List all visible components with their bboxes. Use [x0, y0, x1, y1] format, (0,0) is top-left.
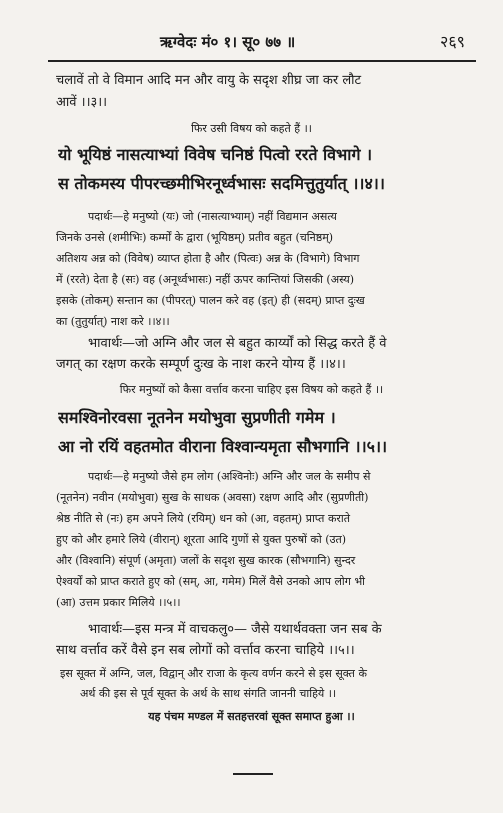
intro-line: आवें ।।३।।	[56, 95, 108, 110]
mantra-line: समश्विनोरवसा नूतनेन मयोभुवा सुप्रणीती गमेम ।	[58, 408, 336, 427]
padartha-line: जिनके उनसे (शमीभिः) कर्म्मों के द्वारा (भूयिष्ठम्) प्रतीव बहुत (चनिष्ठम्)	[56, 231, 334, 244]
padartha-line: (आ) उत्तम प्रकार मिलिये ।।५।।	[56, 596, 181, 609]
bhavartha-line: साथ वर्त्ताव करें वैसे इन सब लोगों को वर्त्ताव करना चाहिये ।।५।।	[56, 643, 355, 658]
padartha-line: (नूतनेन) नवीन (मयोभुवा) सुख के साधक (अवसा) रक्षण आदि और (सुप्रणीती)	[56, 491, 369, 504]
end-rule	[233, 773, 273, 775]
padartha-line: ऐश्वर्यों को प्राप्त कराते हुए को (सम्, आ, गमेम) मिलें वैसे उनको आप लोग भी	[56, 575, 366, 588]
padartha-line: पदार्थः—हे मनुष्यो (यः) जो (नासत्याभ्याम्) नहीं विद्यमान असत्य	[88, 210, 337, 223]
intro-line: चलावें तो वे विमान आदि मन और वायु के सदृश शीघ्र जा कर लौट	[56, 73, 362, 88]
mantra-line: यो भूयिष्ठं नासत्याभ्यां विवेष चनिष्ठं पित्वो ररते विभागे ।	[58, 145, 373, 164]
closing-line: यह पंचम मण्डल में सतहत्तरवां सूक्त समाप्त हुआ ।।	[148, 710, 355, 723]
header-title: ऋग्वेदः मं० १। सू० ७७ ॥	[160, 33, 296, 51]
padartha-line: पदार्थः—हे मनुष्यो जैसे हम लोग (अश्विनोः) अग्नि और जल के समीप से	[88, 470, 371, 483]
page-header	[0, 30, 503, 56]
summary-line: इस सूक्त में अग्नि, जल, विद्वान् और राजा के कृत्य वर्णन करने से इस सूक्त के	[60, 667, 367, 680]
mantra-line: स तोकमस्य पीपरच्छमीभिरनूर्ध्वभासः सदमित्तुतुर्यात् ।।४।।	[58, 174, 385, 193]
header-rule	[48, 60, 476, 62]
summary-line: अर्थ की इस से पूर्व सूक्त के अर्थ के साथ संगति जाननी चाहिये ।।	[80, 687, 337, 700]
padartha-line: अतिशय अन्न को (विवेष) व्याप्त होता है और (पित्वः) अन्न के (विभागे) विभाग	[56, 252, 360, 265]
padartha-line: इसके (तोकम्) सन्तान का (पीपरत्) पालन करे वह (इत्) ही (सदम्) प्राप्त दुःख	[56, 294, 365, 307]
bhavartha-line: जगत् का रक्षण करके सम्पूर्ण दुःख के नाश करने योग्य हैं ।।४।।	[56, 357, 346, 372]
bhavartha-line: भावार्थः—जो अग्नि और जल से बहुत कार्य्यों को सिद्ध करते हैं वे	[88, 336, 387, 351]
mantra-line: आ नो रयिं वहतमोत वीराना विश्वान्यमृता सौभगानि ।।५।।	[58, 437, 388, 456]
page-number: २६९	[440, 32, 465, 51]
padartha-line: और (विश्वानि) संपूर्ण (अमृता) जलों के सदृश सुख कारक (सौभगानि) सुन्दर	[56, 554, 356, 567]
padartha-line: का (तुतुर्यात्) नाश करे ।।४।।	[56, 315, 170, 328]
padartha-line: हुए को और हमारे लिये (वीरान्) शूरता आदि गुणों से युक्त पुरुषों को (उत)	[56, 533, 347, 546]
subject-heading: फिर उसी विषय को कहते हैं ।।	[191, 122, 312, 135]
padartha-line: श्रेष्ठ नीति से (नः) हम अपने लिये (रयिम्) धन को (आ, वहतम्) प्राप्त कराते	[56, 512, 351, 525]
bhavartha-line: भावार्थः—इस मन्त्र में वाचकलु०— जैसे यथार्थवक्ता जन सब के	[88, 622, 382, 637]
subject-heading: फिर मनुष्यों को कैसा वर्त्ताव करना चाहिए इस विषय को कहते हैं ।।	[119, 383, 384, 396]
padartha-line: में (ररते) देता है (सः) वह (अनूर्ध्वभासः) नहीं ऊपर कान्तियां जिसकी (अस्य)	[56, 273, 355, 286]
